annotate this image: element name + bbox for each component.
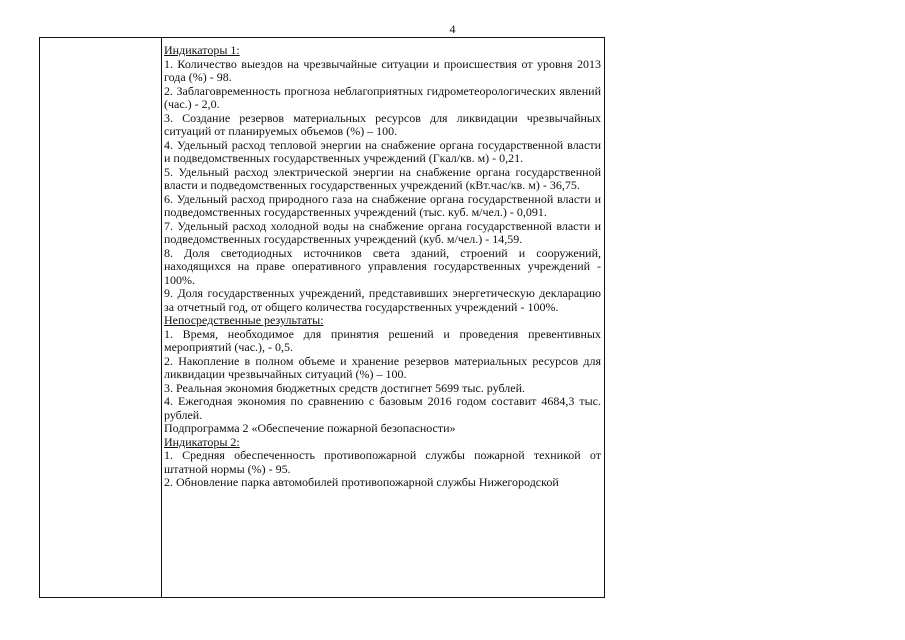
result-item: 1. Время, необходимое для принятия решений и проведения превентивных мероприятий (час.), - 0,5. xyxy=(164,326,601,354)
indicator-1-item: 3. Создание резервов материальных ресурсов для ликвидации чрезвычайных ситуаций от планируемых объемов (%) – 100. xyxy=(164,110,601,138)
indicator-1-item: 1. Количество выездов на чрезвычайные ситуации и происшествия от уровня 2013 года (%) - 98. xyxy=(164,56,601,84)
results-heading: Непосредственные результаты: xyxy=(164,313,324,327)
indicator-1-item: 7. Удельный расход холодной воды на снабжение органа государственной власти и подведомственных государственных учреждений (куб. м/чел.) - 14,59. xyxy=(164,218,601,246)
indicator-2-item: 1. Средняя обеспеченность противопожарной службы пожарной техникой от штатной нормы (%) - 95. xyxy=(164,448,601,476)
indicator-1-item: 2. Заблаговременность прогноза неблагоприятных гидрометеорологических явлений (час.) - 2,0. xyxy=(164,83,601,111)
result-item: 2. Накопление в полном объеме и хранение резервов материальных ресурсов для ликвидации чрезвычайных ситуаций (%) – 100. xyxy=(164,353,601,381)
document-table xyxy=(39,37,605,598)
indicator-1-item: 5. Удельный расход электрической энергии на снабжение органа государственной власти и подведомственных государственных учреждений (кВт.час/кв. м) - 36,75. xyxy=(164,164,601,192)
indicator-2-item: 2. Обновление парка автомобилей противопожарной службы Нижегородской xyxy=(164,475,559,489)
indicators-1-heading: Индикаторы 1: xyxy=(164,43,240,57)
indicator-1-item: 8. Доля светодиодных источников света зданий, строений и сооружений, находящихся на праве оперативного управления государственных учреждений - 100%. xyxy=(164,245,601,287)
indicator-1-item: 6. Удельный расход природного газа на снабжение органа государственной власти и подведомственных государственных учреждений (тыс. куб. м/чел.) - 0,091. xyxy=(164,191,601,219)
indicator-1-item: 4. Удельный расход тепловой энергии на снабжение органа государственной власти и подведомственных государственных учреждений (Гкал/кв. м) - 0,21. xyxy=(164,137,601,165)
page-number: 4 xyxy=(449,22,456,36)
indicator-1-item: 9. Доля государственных учреждений, представивших энергетическую декларацию за отчетный год, от общего количества государственных учреждений - 100%. xyxy=(164,286,601,314)
result-item: 3. Реальная экономия бюджетных средств достигнет 5699 тыс. рублей. xyxy=(164,380,526,395)
table-left-cell xyxy=(40,38,162,597)
result-item: 4. Ежегодная экономия по сравнению с базовым 2016 годом составит 4684,3 тыс. рублей. xyxy=(164,394,601,422)
subprogram-2-title: Подпрограмма 2 «Обеспечение пожарной безопасности» xyxy=(164,421,456,435)
indicators-2-heading: Индикаторы 2: xyxy=(164,434,240,449)
table-right-cell xyxy=(162,38,604,597)
